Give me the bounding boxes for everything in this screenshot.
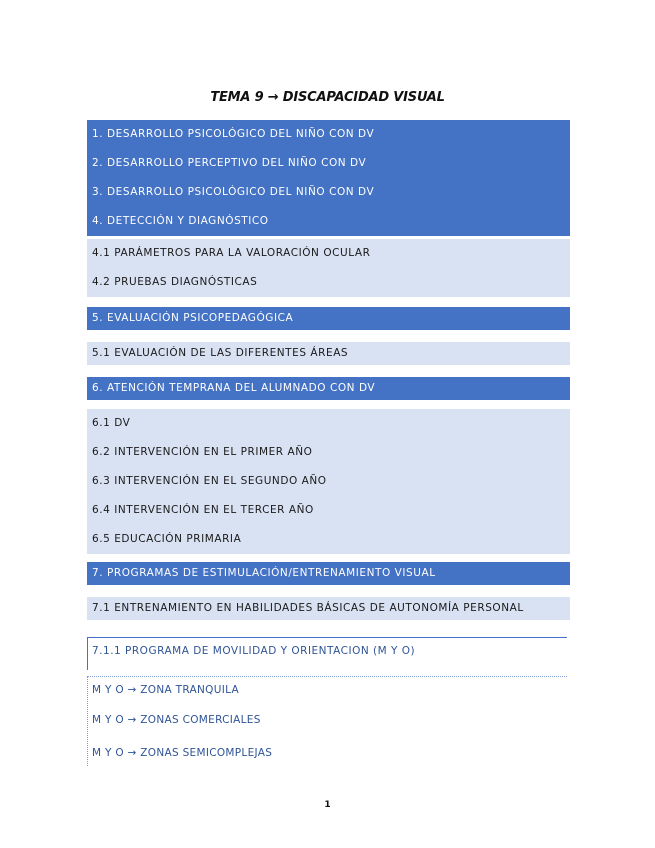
toc-sub-block-7 [87, 597, 570, 620]
toc-entry-1[interactable]: 1. DESARROLLO PSICOLÓGICO DEL NIÑO CON DV [92, 128, 375, 140]
toc-sub-block-5 [87, 342, 570, 365]
toc-entry-4-2[interactable]: 4.2 PRUEBAS DIAGNÓSTICAS [92, 276, 258, 288]
toc-entry-5-1[interactable]: 5.1 EVALUACIÓN DE LAS DIFERENTES ÁREAS [92, 347, 349, 359]
page-title: TEMA 9 → DISCAPACIDAD VISUAL [210, 90, 445, 105]
toc-entry-6-3[interactable]: 6.3 INTERVENCIÓN EN EL SEGUNDO AÑO [92, 475, 327, 487]
toc-entry-myo-2[interactable]: M Y O → ZONAS COMERCIALES [92, 714, 261, 726]
toc-entry-2[interactable]: 2. DESARROLLO PERCEPTIVO DEL NIÑO CON DV [92, 157, 367, 169]
toc-entry-4-1[interactable]: 4.1 PARÁMETROS PARA LA VALORACIÓN OCULAR [92, 247, 371, 259]
toc-sub-block-6 [87, 409, 570, 554]
toc-entry-myo-1[interactable]: M Y O → ZONA TRANQUILA [92, 684, 239, 696]
toc-entry-7-1[interactable]: 7.1 ENTRENAMIENTO EN HABILIDADES BÁSICAS DE AUTONOMÍA PERSONAL [92, 602, 524, 614]
toc-entry-6-4[interactable]: 6.4 INTERVENCIÓN EN EL TERCER AÑO [92, 504, 314, 516]
toc-entry-5[interactable]: 5. EVALUACIÓN PSICOPEDAGÓGICA [92, 312, 294, 324]
toc-main-block-1 [87, 120, 570, 236]
toc-main-block-5 [87, 307, 570, 330]
toc-entry-3[interactable]: 3. DESARROLLO PSICOLÓGICO DEL NIÑO CON DV [92, 186, 375, 198]
toc-main-block-7 [87, 562, 570, 585]
page-number: 1 [324, 800, 331, 810]
toc-entry-6-1[interactable]: 6.1 DV [92, 417, 131, 429]
toc-entry-4[interactable]: 4. DETECCIÓN Y DIAGNÓSTICO [92, 215, 269, 227]
toc-sub-block-4 [87, 239, 570, 297]
toc-entry-7-1-1[interactable]: 7.1.1 PROGRAMA DE MOVILIDAD Y ORIENTACION (M Y O) [87, 637, 567, 670]
toc-entry-6[interactable]: 6. ATENCIÓN TEMPRANA DEL ALUMNADO CON DV [92, 382, 376, 394]
toc-entry-6-5[interactable]: 6.5 EDUCACIÓN PRIMARIA [92, 533, 242, 545]
toc-entry-myo-3[interactable]: M Y O → ZONAS SEMICOMPLEJAS [92, 747, 273, 759]
toc-myo-block [87, 676, 567, 766]
toc-main-block-6 [87, 377, 570, 400]
toc-entry-7[interactable]: 7. PROGRAMAS DE ESTIMULACIÓN/ENTRENAMIENTO VISUAL [92, 567, 436, 579]
toc-entry-6-2[interactable]: 6.2 INTERVENCIÓN EN EL PRIMER AÑO [92, 446, 313, 458]
